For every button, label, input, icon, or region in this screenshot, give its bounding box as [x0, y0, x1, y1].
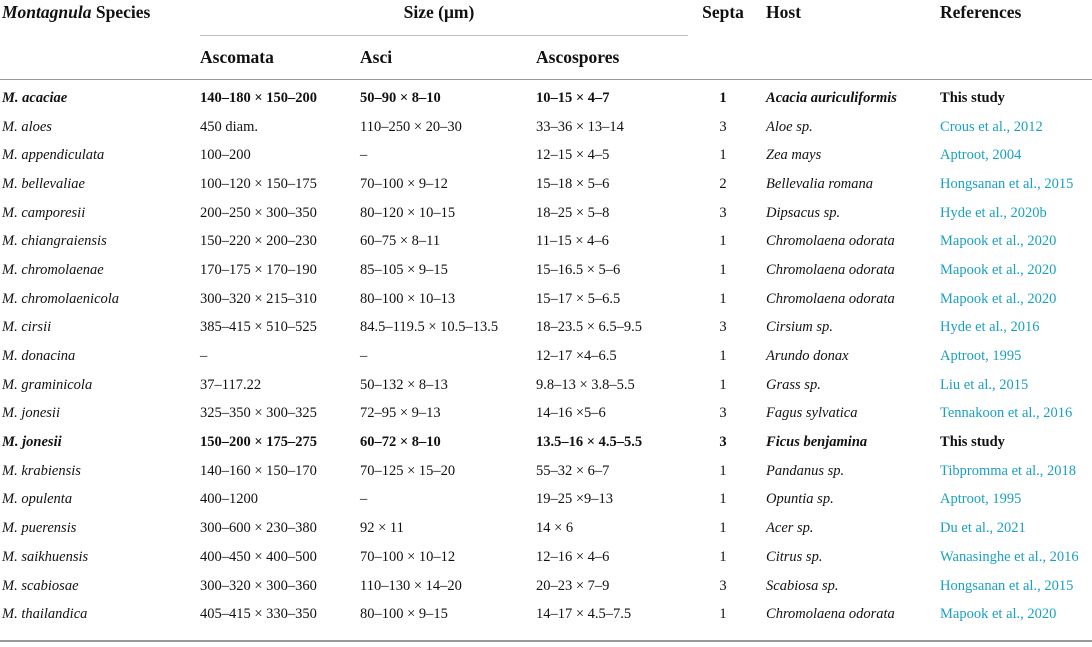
ascospores-cell: 33–36 × 13–14: [536, 118, 624, 135]
ascospores-cell: 10–15 × 4–7: [536, 89, 610, 106]
ascospores-cell: 18–23.5 × 6.5–9.5: [536, 319, 643, 336]
host-cell: Grass sp.: [766, 376, 821, 393]
asci-cell: 92 × 11: [360, 520, 404, 537]
ascomata-cell: 405–415 × 330–350: [200, 606, 317, 623]
ascomata-cell: 300–600 × 230–380: [200, 520, 317, 537]
asci-cell: 60–72 × 8–10: [360, 434, 441, 451]
septa-cell: 3: [719, 204, 727, 221]
ascospores-cell: 11–15 × 4–6: [536, 233, 609, 250]
ascospores-cell: 12–16 × 4–6: [536, 548, 610, 565]
ascomata-cell: 100–120 × 150–175: [200, 175, 317, 192]
species-cell: M. krabiensis: [2, 462, 81, 479]
asci-cell: –: [360, 147, 368, 164]
table-row: [0, 256, 1092, 285]
septa-cell: 3: [719, 319, 727, 336]
ascospores-cell: 14–16 ×5–6: [536, 405, 606, 422]
ascospores-cell: 14–17 × 4.5–7.5: [536, 606, 632, 623]
header-ascomata: Ascomata: [200, 47, 274, 67]
species-cell: M. opulenta: [2, 491, 73, 508]
asci-cell: 50–90 × 8–10: [360, 89, 441, 106]
asci-cell: –: [360, 491, 368, 508]
ascomata-cell: 37–117.22: [200, 376, 262, 393]
ascospores-cell: 9.8–13 × 3.8–5.5: [536, 376, 635, 393]
table-row: [0, 371, 1092, 400]
ascospores-cell: 18–25 × 5–8: [536, 204, 610, 221]
host-cell: Cirsium sp.: [766, 319, 833, 336]
species-cell: M. saikhuensis: [2, 548, 89, 565]
asci-cell: 110–130 × 14–20: [360, 577, 462, 594]
table-row: [0, 80, 1092, 113]
reference-link[interactable]: Mapook et al., 2020: [940, 290, 1057, 307]
reference-link[interactable]: Hyde et al., 2016: [940, 319, 1040, 336]
header-row-sub: [0, 36, 1092, 80]
reference-link[interactable]: Aptroot, 1995: [940, 491, 1022, 508]
table-row: [0, 113, 1092, 142]
table-row: [0, 314, 1092, 343]
ascospores-cell: 15–17 × 5–6.5: [536, 290, 621, 307]
header-host: Host: [766, 2, 802, 22]
asci-cell: 72–95 × 9–13: [360, 405, 441, 422]
septa-cell: 1: [719, 548, 727, 565]
table-row: [0, 342, 1092, 371]
reference-link[interactable]: Mapook et al., 2020: [940, 233, 1057, 250]
septa-cell: 1: [719, 261, 727, 278]
ascomata-cell: 325–350 × 300–325: [200, 405, 317, 422]
reference-link: This study: [940, 89, 1005, 106]
septa-cell: 1: [719, 491, 727, 508]
species-cell: M. bellevaliae: [2, 175, 85, 192]
host-cell: Pandanus sp.: [766, 462, 845, 479]
species-cell: M. scabiosae: [2, 577, 79, 594]
ascospores-cell: 14 × 6: [536, 520, 574, 537]
reference-link[interactable]: Du et al., 2021: [940, 520, 1026, 537]
species-cell: M. graminicola: [2, 376, 93, 393]
table-row: [0, 199, 1092, 228]
ascomata-cell: 300–320 × 215–310: [200, 290, 317, 307]
table-row: [0, 572, 1092, 601]
asci-cell: 80–100 × 10–13: [360, 290, 456, 307]
table-row: [0, 170, 1092, 199]
host-cell: Scabiosa sp.: [766, 577, 839, 594]
asci-cell: 70–100 × 9–12: [360, 175, 448, 192]
table-row: [0, 227, 1092, 256]
table-row: [0, 141, 1092, 170]
header-empty: [932, 36, 1092, 80]
host-cell: Citrus sp.: [766, 548, 823, 565]
ascomata-cell: 400–450 × 400–500: [200, 548, 317, 565]
reference-link[interactable]: Crous et al., 2012: [940, 118, 1043, 135]
ascomata-cell: 385–415 × 510–525: [200, 319, 317, 336]
table-row: [0, 543, 1092, 572]
header-septa: Septa: [702, 2, 744, 22]
species-cell: M. chromolaenae: [2, 261, 104, 278]
species-cell: M. aloes: [2, 118, 52, 135]
reference-link[interactable]: Hongsanan et al., 2015: [940, 175, 1074, 192]
ascomata-cell: 150–220 × 200–230: [200, 233, 317, 250]
reference-link[interactable]: Tibpromma et al., 2018: [940, 462, 1077, 479]
reference-link[interactable]: Tennakoon et al., 2016: [940, 405, 1073, 422]
ascospores-cell: 20–23 × 7–9: [536, 577, 610, 594]
table-row: [0, 600, 1092, 629]
reference-link[interactable]: Mapook et al., 2020: [940, 606, 1057, 623]
table-bottom-rule: [0, 640, 1092, 642]
ascomata-cell: 450 diam.: [200, 118, 258, 135]
septa-cell: 1: [719, 462, 727, 479]
species-cell: M. acaciae: [2, 89, 68, 106]
species-cell: M. camporesii: [2, 204, 86, 221]
ascospores-cell: 15–16.5 × 5–6: [536, 261, 621, 278]
septa-cell: 3: [719, 577, 727, 594]
host-cell: Dipsacus sp.: [766, 204, 841, 221]
reference-link[interactable]: Wanasinghe et al., 2016: [940, 548, 1079, 565]
species-cell: M. puerensis: [2, 520, 77, 537]
host-cell: Acacia auriculiformis: [766, 89, 897, 106]
species-cell: M. jonesii: [2, 405, 60, 422]
ascospores-cell: 12–17 ×4–6.5: [536, 348, 617, 365]
header-ascospores: Ascospores: [536, 47, 620, 67]
header-empty: [758, 36, 932, 80]
header-size-label: Size (μm): [403, 2, 475, 22]
header-references: References: [940, 2, 1022, 22]
host-cell: Zea mays: [766, 147, 822, 164]
septa-cell: 3: [719, 405, 727, 422]
ascomata-cell: 200–250 × 300–350: [200, 204, 317, 221]
ascospores-cell: 19–25 ×9–13: [536, 491, 614, 508]
asci-cell: 110–250 × 20–30: [360, 118, 462, 135]
header-empty: [0, 36, 190, 80]
header-species: [0, 0, 190, 36]
septa-cell: 1: [719, 89, 727, 106]
ascomata-cell: 100–200: [200, 147, 251, 164]
ascomata-cell: 150–200 × 175–275: [200, 434, 318, 451]
table-row: [0, 486, 1092, 515]
septa-cell: 1: [719, 147, 727, 164]
ascospores-cell: 13.5–16 × 4.5–5.5: [536, 434, 643, 451]
asci-cell: 70–100 × 10–12: [360, 548, 456, 565]
septa-cell: 3: [719, 434, 727, 451]
species-cell: M. chiangraiensis: [2, 233, 107, 250]
asci-cell: 84.5–119.5 × 10.5–13.5: [360, 319, 499, 336]
host-cell: Acer sp.: [766, 520, 814, 537]
asci-cell: 70–125 × 15–20: [360, 462, 456, 479]
table-row: [0, 428, 1092, 457]
ascomata-cell: 140–180 × 150–200: [200, 89, 318, 106]
reference-link: This study: [940, 434, 1005, 451]
ascomata-cell: –: [200, 348, 208, 365]
septa-cell: 1: [719, 233, 727, 250]
species-cell: M. thailandica: [2, 606, 88, 623]
header-species-rest: Species: [91, 2, 151, 22]
ascomata-cell: 300–320 × 300–360: [200, 577, 317, 594]
table-row: [0, 514, 1092, 543]
ascomata-cell: 400–1200: [200, 491, 258, 508]
reference-link[interactable]: Hyde et al., 2020b: [940, 204, 1047, 221]
host-cell: Opuntia sp.: [766, 491, 834, 508]
ascospores-cell: 55–32 × 6–7: [536, 462, 610, 479]
table-body: [0, 80, 1092, 630]
table-row: [0, 400, 1092, 429]
asci-cell: 80–120 × 10–15: [360, 204, 456, 221]
ascomata-cell: 170–175 × 170–190: [200, 261, 317, 278]
header-row-top: [0, 0, 1092, 36]
host-cell: Bellevalia romana: [766, 175, 874, 192]
host-cell: Chromolaena odorata: [766, 261, 895, 278]
ascomata-cell: 140–160 × 150–170: [200, 462, 317, 479]
reference-link[interactable]: Mapook et al., 2020: [940, 261, 1057, 278]
asci-cell: 60–75 × 8–11: [360, 233, 441, 250]
reference-link[interactable]: Aptroot, 1995: [940, 348, 1022, 365]
table-row: [0, 285, 1092, 314]
species-cell: M. donacina: [2, 348, 76, 365]
host-cell: Ficus benjamina: [766, 434, 868, 451]
ascospores-cell: 15–18 × 5–6: [536, 175, 610, 192]
species-cell: M. chromolaenicola: [2, 290, 120, 307]
septa-cell: 1: [719, 376, 727, 393]
reference-link[interactable]: Aptroot, 2004: [940, 147, 1022, 164]
asci-cell: –: [360, 348, 368, 365]
asci-cell: 80–100 × 9–15: [360, 606, 448, 623]
host-cell: Arundo donax: [766, 348, 849, 365]
septa-cell: 1: [719, 606, 727, 623]
header-size: [190, 0, 688, 36]
header-asci: Asci: [360, 47, 393, 67]
reference-link[interactable]: Liu et al., 2015: [940, 376, 1029, 393]
species-cell: M. jonesii: [2, 434, 62, 451]
header-size-underline: [200, 35, 688, 36]
host-cell: Chromolaena odorata: [766, 233, 895, 250]
septa-cell: 3: [719, 118, 727, 135]
septa-cell: 2: [719, 175, 727, 192]
septa-cell: 1: [719, 520, 727, 537]
host-cell: Chromolaena odorata: [766, 290, 895, 307]
header-empty: [688, 36, 758, 80]
septa-cell: 1: [719, 348, 727, 365]
asci-cell: 85–105 × 9–15: [360, 261, 448, 278]
header-species-genus: Montagnula: [2, 2, 92, 22]
reference-link[interactable]: Hongsanan et al., 2015: [940, 577, 1074, 594]
ascospores-cell: 12–15 × 4–5: [536, 147, 610, 164]
species-cell: M. appendiculata: [2, 147, 105, 164]
asci-cell: 50–132 × 8–13: [360, 376, 448, 393]
septa-cell: 1: [719, 290, 727, 307]
species-cell: M. cirsii: [2, 319, 52, 336]
host-cell: Chromolaena odorata: [766, 606, 895, 623]
host-cell: Aloe sp.: [766, 118, 813, 135]
table-row: [0, 457, 1092, 486]
host-cell: Fagus sylvatica: [766, 405, 858, 422]
